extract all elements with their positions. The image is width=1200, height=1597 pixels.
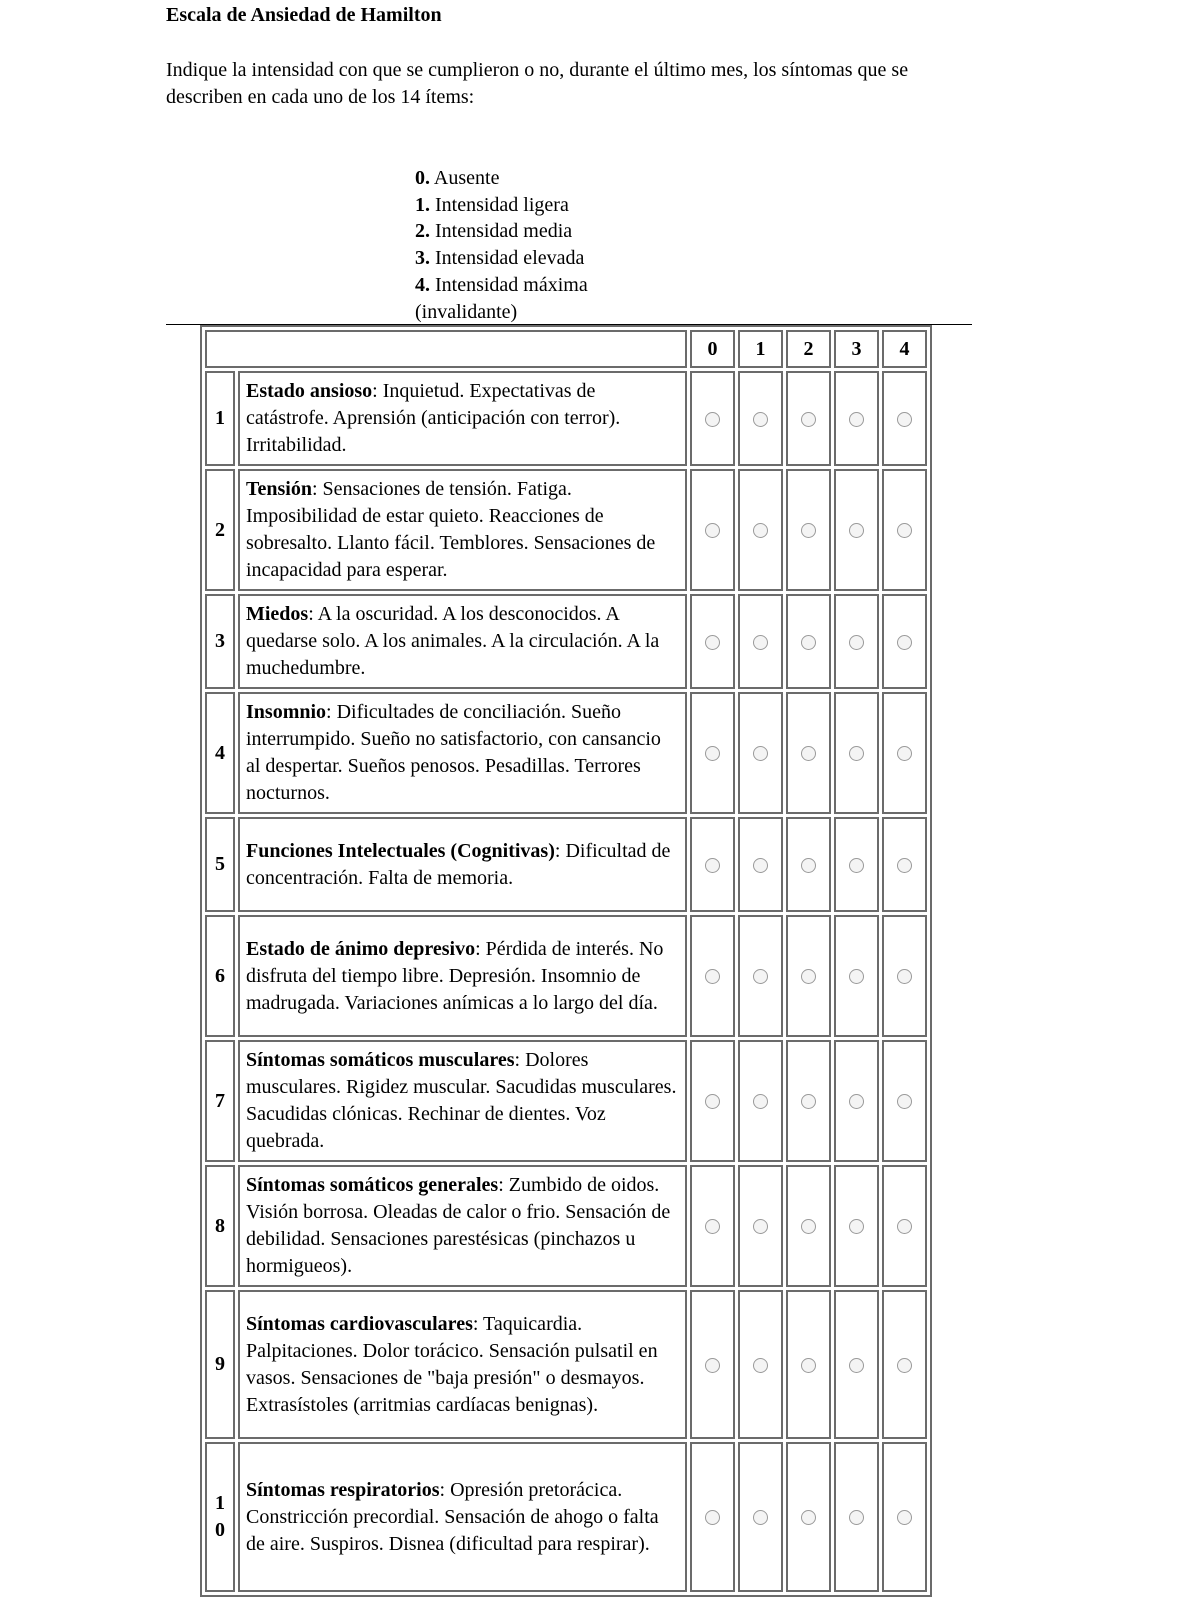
item-name: Funciones Intelectuales (Cognitivas) <box>246 839 555 862</box>
score-radio-2[interactable] <box>801 746 816 761</box>
column-header: 2 <box>786 330 831 368</box>
item-name: Estado ansioso <box>246 380 373 402</box>
item-number: 5 <box>205 817 235 912</box>
score-cell <box>834 469 879 591</box>
item-description <box>238 1040 687 1162</box>
table-row <box>205 817 927 912</box>
item-name: Insomnio <box>246 701 327 723</box>
item-number: 9 <box>205 1290 235 1439</box>
score-radio-4[interactable] <box>897 412 912 427</box>
item-name: Miedos <box>246 603 309 625</box>
score-cell <box>834 1165 879 1287</box>
score-radio-0[interactable] <box>705 523 720 538</box>
table-row <box>205 371 927 466</box>
item-description <box>238 692 687 814</box>
score-radio-0[interactable] <box>705 635 720 650</box>
score-radio-3[interactable] <box>849 969 864 984</box>
score-cell <box>834 915 879 1037</box>
score-radio-3[interactable] <box>849 1219 864 1234</box>
score-cell <box>786 817 831 912</box>
score-radio-0[interactable] <box>705 1094 720 1109</box>
score-radio-0[interactable] <box>705 1219 720 1234</box>
header-blank-cell <box>205 330 687 368</box>
score-cell <box>834 1290 879 1439</box>
item-description <box>238 1165 687 1287</box>
score-cell <box>738 817 783 912</box>
score-radio-1[interactable] <box>753 1094 768 1109</box>
score-cell <box>882 594 927 689</box>
item-symptoms: : Taquicardia. Palpitaciones. Dolor torácico. Sensación pulsatil en vasos. Sensaciones de "baja presión" o desmayos. Extrasístoles (arritmias cardíacas benignas). <box>246 1312 658 1416</box>
item-description <box>238 817 687 912</box>
score-radio-4[interactable] <box>897 523 912 538</box>
score-radio-2[interactable] <box>801 1094 816 1109</box>
score-cell <box>834 692 879 814</box>
score-radio-2[interactable] <box>801 412 816 427</box>
score-cell <box>882 1442 927 1592</box>
score-radio-0[interactable] <box>705 1510 720 1525</box>
score-radio-1[interactable] <box>753 1219 768 1234</box>
score-radio-2[interactable] <box>801 1510 816 1525</box>
score-radio-0[interactable] <box>705 858 720 873</box>
item-symptoms: : Dificultades de conciliación. Sueño interrumpido. Sueño no satisfactorio, con cansancio al despertar. Sueños penosos. Pesadillas. Terrores nocturnos. <box>246 701 661 804</box>
legend-item: 2. Intensidad media <box>415 220 573 243</box>
item-description <box>238 1290 687 1439</box>
item-symptoms: : Dolores musculares. Rigidez muscular. Sacudidas musculares. Sacudidas clónicas. Rechinar de dientes. Voz quebrada. <box>246 1049 677 1152</box>
score-cell <box>882 1290 927 1439</box>
score-radio-1[interactable] <box>753 969 768 984</box>
score-cell <box>834 1040 879 1162</box>
item-symptoms: : Inquietud. Expectativas de catástrofe. Aprensión (anticipación con terror). Irritabilidad. <box>246 380 621 456</box>
score-radio-3[interactable] <box>849 523 864 538</box>
score-cell <box>834 594 879 689</box>
column-header: 1 <box>738 330 783 368</box>
score-cell <box>690 817 735 912</box>
score-cell <box>690 469 735 591</box>
hamilton-scale-table <box>200 325 932 1597</box>
score-cell <box>786 692 831 814</box>
score-cell <box>834 371 879 466</box>
score-cell <box>786 1040 831 1162</box>
score-cell <box>690 692 735 814</box>
score-cell <box>786 594 831 689</box>
score-radio-3[interactable] <box>849 1094 864 1109</box>
score-cell <box>882 692 927 814</box>
score-radio-4[interactable] <box>897 1358 912 1373</box>
score-cell <box>690 371 735 466</box>
score-cell <box>834 1442 879 1592</box>
score-radio-3[interactable] <box>849 746 864 761</box>
score-radio-4[interactable] <box>897 746 912 761</box>
legend-item: 0. Ausente <box>415 167 500 189</box>
score-cell <box>786 1442 831 1592</box>
item-number: 3 <box>205 594 235 689</box>
score-radio-4[interactable] <box>897 635 912 650</box>
item-number: 6 <box>205 915 235 1037</box>
table-row <box>205 594 927 689</box>
item-symptoms: : Opresión pretorácica. Constricción precordial. Sensación de ahogo o falta de aire. Suspiros. Disnea (dificultad para respirar). <box>246 1478 659 1555</box>
score-radio-3[interactable] <box>849 635 864 650</box>
item-name: Tensión <box>246 478 312 500</box>
score-radio-3[interactable] <box>849 858 864 873</box>
score-cell <box>738 1040 783 1162</box>
score-radio-0[interactable] <box>705 1358 720 1373</box>
item-number: 1 <box>205 371 235 466</box>
item-number: 4 <box>205 692 235 814</box>
score-cell <box>690 594 735 689</box>
score-cell <box>690 915 735 1037</box>
item-description <box>238 469 687 591</box>
score-cell <box>786 371 831 466</box>
legend-item: 3. Intensidad elevada <box>415 247 585 270</box>
score-cell <box>738 371 783 466</box>
table-row <box>205 1165 927 1287</box>
score-cell <box>882 469 927 591</box>
item-number: 7 <box>205 1040 235 1162</box>
table-row <box>205 469 927 591</box>
score-radio-3[interactable] <box>849 1358 864 1373</box>
score-cell <box>738 594 783 689</box>
score-radio-2[interactable] <box>801 635 816 650</box>
table-row <box>205 1290 927 1439</box>
item-name: Estado de ánimo depresivo <box>246 937 476 960</box>
score-cell <box>690 1442 735 1592</box>
score-cell <box>738 915 783 1037</box>
item-description <box>238 915 687 1037</box>
score-cell <box>738 1165 783 1287</box>
table-row <box>205 1040 927 1162</box>
score-cell <box>834 817 879 912</box>
item-symptoms: : Sensaciones de tensión. Fatiga. Imposibilidad de estar quieto. Reacciones de sobresalto. Llanto fácil. Temblores. Sensaciones de incapacidad para esperar. <box>246 478 656 581</box>
score-radio-4[interactable] <box>897 1510 912 1525</box>
score-radio-0[interactable] <box>705 746 720 761</box>
score-radio-1[interactable] <box>753 523 768 538</box>
score-radio-4[interactable] <box>897 1219 912 1234</box>
score-cell <box>690 1290 735 1439</box>
score-radio-2[interactable] <box>801 1219 816 1234</box>
table-row <box>205 1442 927 1592</box>
column-header: 0 <box>690 330 735 368</box>
score-radio-1[interactable] <box>753 1358 768 1373</box>
score-cell <box>786 1165 831 1287</box>
score-cell <box>786 915 831 1037</box>
score-radio-3[interactable] <box>849 1510 864 1525</box>
item-description <box>238 371 687 466</box>
item-name: Síntomas somáticos generales <box>246 1174 499 1196</box>
score-cell <box>882 817 927 912</box>
item-symptoms: : Pérdida de interés. No disfruta del tiempo libre. Depresión. Insomnio de madrugada. Variaciones anímicas a lo largo del día. <box>246 937 664 1014</box>
item-description <box>238 1442 687 1592</box>
score-cell <box>786 469 831 591</box>
column-header: 4 <box>882 330 927 368</box>
item-number-digit: 1 <box>215 1492 225 1514</box>
table-row <box>205 692 927 814</box>
score-cell <box>786 1290 831 1439</box>
score-cell <box>690 1165 735 1287</box>
rating-legend <box>415 165 630 325</box>
score-radio-3[interactable] <box>849 412 864 427</box>
item-symptoms: : A la oscuridad. A los desconocidos. A quedarse solo. A los animales. A la circulación. A la muchedumbre. <box>246 603 660 679</box>
item-name: Síntomas respiratorios <box>246 1478 440 1501</box>
legend-item: 4. Intensidad máxima (invalidante) <box>415 273 588 323</box>
item-number: 8 <box>205 1165 235 1287</box>
table-header-row <box>205 330 927 368</box>
score-radio-2[interactable] <box>801 1358 816 1373</box>
score-radio-1[interactable] <box>753 1510 768 1525</box>
score-radio-2[interactable] <box>801 523 816 538</box>
score-cell <box>738 469 783 591</box>
table-row <box>205 915 927 1037</box>
item-number: 2 <box>205 469 235 591</box>
score-radio-4[interactable] <box>897 858 912 873</box>
score-radio-1[interactable] <box>753 412 768 427</box>
score-radio-4[interactable] <box>897 1094 912 1109</box>
legend-item: 1. Intensidad ligera <box>415 193 569 216</box>
item-number <box>205 1442 235 1592</box>
score-cell <box>738 1290 783 1439</box>
score-radio-1[interactable] <box>753 746 768 761</box>
instructions: Indique la intensidad con que se cumplieron o no, durante el último mes, los síntomas que se describen en cada uno de los 14 ítems: <box>166 59 909 108</box>
item-symptoms: : Zumbido de oidos. Visión borrosa. Oleadas de calor o frio. Sensación de debilidad. Sensaciones parestésicas (pinchazos u hormigueos). <box>246 1174 671 1277</box>
score-cell <box>738 692 783 814</box>
score-cell <box>882 1165 927 1287</box>
score-radio-2[interactable] <box>801 969 816 984</box>
item-symptoms: : Dificultad de concentración. Falta de memoria. <box>246 839 671 889</box>
score-radio-0[interactable] <box>705 969 720 984</box>
score-radio-0[interactable] <box>705 412 720 427</box>
score-cell <box>882 371 927 466</box>
item-name: Síntomas cardiovasculares <box>246 1312 473 1335</box>
score-radio-4[interactable] <box>897 969 912 984</box>
score-cell <box>882 915 927 1037</box>
item-name: Síntomas somáticos musculares <box>246 1049 515 1071</box>
score-cell <box>882 1040 927 1162</box>
item-description <box>238 594 687 689</box>
page-title: Escala de Ansiedad de Hamilton <box>166 4 442 26</box>
score-cell <box>690 1040 735 1162</box>
score-radio-1[interactable] <box>753 635 768 650</box>
item-number-digit: 0 <box>215 1519 225 1541</box>
score-cell <box>738 1442 783 1592</box>
score-radio-2[interactable] <box>801 858 816 873</box>
column-header: 3 <box>834 330 879 368</box>
score-radio-1[interactable] <box>753 858 768 873</box>
